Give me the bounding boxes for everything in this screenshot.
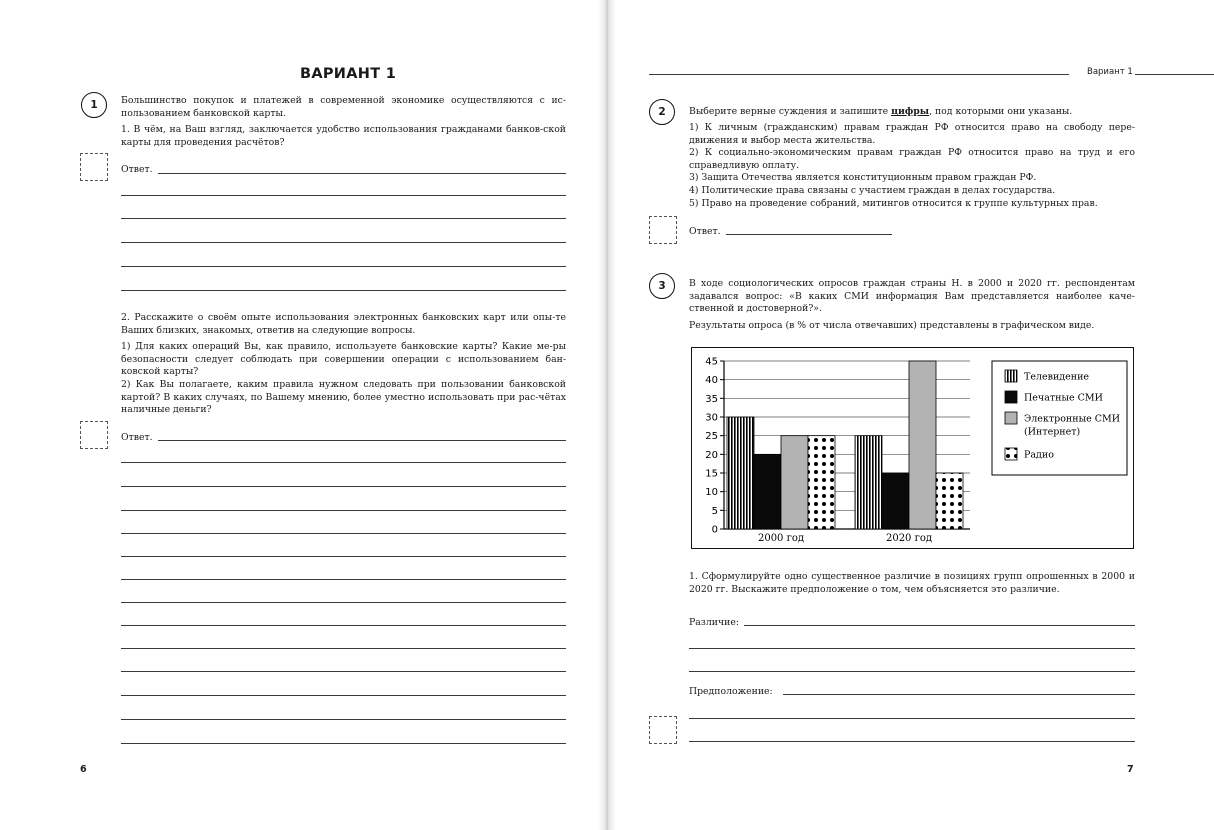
y-tick-label: 5 — [711, 505, 718, 517]
option-item: 2) К социально-экономическим правам граждан РФ относится право на труд и его справедливую оплату. — [689, 147, 1135, 171]
header-rule-right — [1135, 74, 1214, 75]
y-tick-label: 45 — [705, 356, 718, 368]
difference-label: Различие: — [689, 617, 739, 628]
answer-line-q2[interactable] — [726, 234, 892, 235]
answer-line[interactable] — [121, 290, 566, 291]
legend-label: Печатные СМИ — [1024, 392, 1103, 404]
bar-chart — [692, 348, 1132, 547]
y-tick-label: 0 — [711, 524, 718, 536]
legend-swatch — [1005, 370, 1017, 382]
legend-swatch — [1005, 412, 1017, 424]
chart-y-ticks — [705, 357, 718, 536]
question-3-task: 1. Сформулируйте одно существенное различие в позициях групп опрошенных в 2000 и 2020 гг. Выскажите предположение о том, чем объясняется это различие. — [689, 571, 1135, 595]
answer-line[interactable] — [121, 602, 566, 603]
y-tick-label: 35 — [705, 393, 718, 405]
y-tick-label: 20 — [705, 449, 718, 461]
score-box-3[interactable] — [649, 716, 677, 744]
difference-line[interactable] — [689, 671, 1135, 672]
chart-x-labels — [758, 533, 932, 544]
legend-label: Электронные СМИ — [1024, 413, 1121, 425]
question-2-intro-after: , под которыми они указаны. — [929, 106, 1073, 117]
assumption-line[interactable] — [689, 718, 1135, 719]
answer-label-q2: Ответ. — [689, 226, 721, 237]
bar — [909, 361, 936, 529]
question-3-number: 3 — [649, 273, 675, 299]
question-2-options — [689, 122, 1135, 210]
legend-label: (Интернет) — [1024, 426, 1081, 438]
assumption-label: Предположение: — [689, 686, 773, 697]
bar — [855, 436, 882, 529]
question-2-intro-before: Выберите верные суждения и запишите — [689, 106, 892, 117]
running-header: Вариант 1 — [1087, 67, 1133, 77]
chart-legend — [992, 361, 1127, 475]
bar — [727, 417, 754, 529]
answer-line[interactable] — [121, 556, 566, 557]
option-item: 3) Защита Отечества является конституционным правом граждан РФ. — [689, 172, 1037, 184]
answer-label-1: Ответ. — [121, 164, 153, 175]
score-box-2[interactable] — [649, 216, 677, 244]
x-tick-label: 2020 год — [885, 533, 933, 544]
page-number-right: 7 — [1127, 764, 1134, 775]
question-1-part2-q2: 2) Как Вы полагаете, каким правила нужном следовать при пользовании банковской картой? В каких случаях, по Вашему мнению, более уместно использовать при рас-чётах наличные деньги? — [121, 379, 566, 416]
chart-frame — [691, 347, 1134, 549]
answer-line[interactable] — [121, 533, 566, 534]
legend-label: Телевидение — [1024, 371, 1090, 383]
question-1-intro: Большинство покупок и платежей в современной экономике осуществляются с ис-пользованием банковской карты. — [121, 95, 566, 119]
answer-line[interactable] — [121, 462, 566, 463]
assumption-line[interactable] — [689, 741, 1135, 742]
answer-line[interactable] — [121, 218, 566, 219]
variant-title: ВАРИАНТ 1 — [300, 66, 397, 82]
answer-line[interactable] — [158, 173, 566, 174]
legend-swatch — [1005, 391, 1017, 403]
option-item: 1) К личным (гражданским) правам граждан РФ относится право на свободу пере-движения и выбор места жительства. — [689, 122, 1135, 146]
bar — [882, 473, 909, 529]
answer-line[interactable] — [158, 440, 566, 441]
bar — [808, 436, 835, 529]
option-item: 5) Право на проведение собраний, митингов относится к группе культурных прав. — [689, 197, 1098, 209]
score-box-1[interactable] — [80, 153, 108, 181]
book-spine — [598, 0, 616, 830]
x-tick-label: 2000 год — [757, 533, 805, 544]
header-rule-left — [649, 74, 1069, 75]
question-1-part2-q1: 1) Для каких операций Вы, как правило, используете банковские карты? Какие ме-ры безопасности следует соблюдать при совершении операции с использованием бан-ковской карты? — [121, 341, 566, 378]
question-1-part2-intro: 2. Расскажите о своём опыте использования электронных банковских карт или опы-те Ваших близких, знакомых, ответив на следующие вопросы. — [121, 312, 566, 336]
difference-line[interactable] — [689, 648, 1135, 649]
question-1-part1: 1. В чём, на Ваш взгляд, заключается удобство использования гражданами банков-ской карты для проведения расчётов? — [121, 124, 566, 148]
right-page — [607, 0, 1214, 830]
question-2-intro-bold: цифры — [891, 106, 930, 117]
answer-line[interactable] — [121, 671, 566, 672]
bar — [936, 473, 963, 529]
question-2-number: 2 — [649, 99, 675, 125]
answer-line[interactable] — [121, 743, 566, 744]
question-1-number: 1 — [81, 92, 107, 118]
answer-line[interactable] — [121, 625, 566, 626]
answer-line[interactable] — [121, 695, 566, 696]
answer-line[interactable] — [121, 719, 566, 720]
question-2-intro — [689, 106, 1072, 118]
assumption-line[interactable] — [783, 694, 1135, 695]
answer-line[interactable] — [121, 648, 566, 649]
chart-bars — [727, 361, 963, 529]
answer-line[interactable] — [121, 266, 566, 267]
y-tick-label: 10 — [705, 487, 718, 499]
y-tick-label: 25 — [705, 431, 718, 443]
page-number-left: 6 — [80, 764, 87, 775]
y-tick-label: 30 — [705, 412, 718, 424]
question-3-results: Результаты опроса (в % от числа отвечавших) представлены в графическом виде. — [689, 320, 1095, 331]
legend-swatch — [1005, 448, 1017, 460]
answer-line[interactable] — [121, 579, 566, 580]
score-box-1b[interactable] — [80, 421, 108, 449]
y-tick-label: 15 — [705, 468, 718, 480]
bar — [781, 436, 808, 529]
difference-line[interactable] — [744, 625, 1135, 626]
question-3-intro: В ходе социологических опросов граждан страны Н. в 2000 и 2020 гг. респондентам задавался вопрос: «В каких СМИ информация Вам представляется наиболее каче-ственной и достоверной?». — [689, 278, 1135, 315]
answer-label-2: Ответ. — [121, 432, 153, 443]
legend-label: Радио — [1024, 449, 1054, 461]
answer-line[interactable] — [121, 195, 566, 196]
y-tick-label: 40 — [705, 375, 718, 387]
answer-line[interactable] — [121, 486, 566, 487]
bar — [754, 454, 781, 529]
option-item: 4) Политические права связаны с участием граждан в делах государства. — [689, 184, 1056, 196]
answer-line[interactable] — [121, 510, 566, 511]
answer-line[interactable] — [121, 242, 566, 243]
